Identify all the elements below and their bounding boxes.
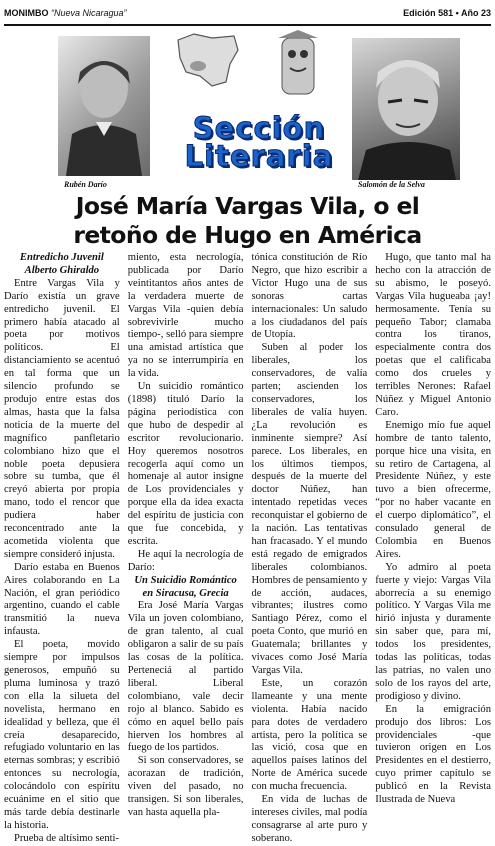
paragraph: Era José María Vargas Vila un joven colombiano, de gran talento, al cual obligaron a salir de su país las cosas de la política. Perteneciá al partido liberal. Liberal colombiano, vale decir rojo al blanco. Sabido es cómo en aquel bello país hierven los hombres al fuego de los partidos. bbox=[127, 600, 244, 754]
paragraph: En la emigración produjo dos libros: Los providenciales -que tuvieron origen en Los Presidentes en el destierro, cuyo primer capítulo se publicó en la Revista Ilustrada de Nueva bbox=[375, 703, 491, 806]
headline-line2: retoño de Hugo en América bbox=[73, 221, 422, 249]
article-body bbox=[4, 252, 491, 844]
section-banner bbox=[4, 30, 491, 192]
column-1 bbox=[4, 252, 120, 844]
paragraph: Prueba de altísimo senti- bbox=[14, 832, 120, 844]
header-rule bbox=[4, 24, 491, 26]
section-title bbox=[164, 111, 354, 173]
caption-dario: Rubén Darío bbox=[64, 180, 107, 189]
paragraph: El poeta, movido siempre por impulsos generosos, empuñó su pluma luminosa y trazó con ella la silueta del novelista, hermano en idealidad y belleza, que él creía desaparecido, refugiado voluntario en las eternas sombras; y escribió entonces su necrología, colocándolo con espíritu ecuánime en el sitio que más tarde debía destinarle la historia. bbox=[4, 639, 120, 831]
publication-name bbox=[4, 8, 127, 18]
nicaragua-map-icon bbox=[172, 30, 242, 90]
dario-portrait bbox=[58, 36, 150, 176]
paragraph: tónica constitución de Río Negro, que hizo escribir a Victor Hugo una de sus sonoras cartas internacionales: Un saludo a los ciudadanos del país de Utopía. bbox=[251, 252, 368, 341]
idol-statue-icon bbox=[266, 30, 330, 100]
paragraph: Un suicidio romántico (1898) tituló Darío la página periodística con que hubo de despedir al escritor revolucionario. Hoy queremos nosotros recogerla aquí como un homenaje al autor insigne de Los providenciales y porque ella da idea exacta del espíritu de justicia con que fue concebida, y escrita. bbox=[127, 381, 244, 547]
article-headline bbox=[0, 192, 495, 250]
paragraph: Este, un corazón llameante y una mente violenta. Había nacido para dotes de verdadero artista, pero la política se las vició, cosa que en aquellos países latinos del Norte de América sucede con mucha frecuencia. bbox=[251, 677, 368, 793]
paragraph: Enemigo mío fue aquel hombre de tanto talento, porque hice una visita, en su retiro de Cartagena, al Presidente Núñez, y este tuvo a bien ofrecerme, “por no haber vacante en el cuerpo diplomático”, el consulado general de Colombia en Buenos Aires. bbox=[375, 419, 491, 560]
pub-title: MONIMBO bbox=[4, 8, 49, 18]
section-title-line1: Sección bbox=[192, 111, 326, 145]
column-byline: Alberto Ghiraldo bbox=[24, 264, 100, 276]
salomon-portrait bbox=[352, 38, 460, 180]
section-title-line2: Literaria bbox=[184, 139, 334, 173]
inner-title: en Siracusa, Grecia bbox=[142, 587, 229, 599]
paragraph: Entre Vargas Vila y Darío existía un grave entredicho juvenil. El primero había atacado al poeta por motivos políticos. El distanciamiento se acentuó en tal forma que un silencio profundo se produjo entre estas dos almas, hasta que la falsa noticia de la muerte del magnífico panfletario colombiano hizo que el noble poeta depusiera sobre su tumba, que él creyó abierta por propia mano, todo el rencor que pudiera haber reconcentrado ante la acometida violenta que siempre consideró injusta. bbox=[4, 277, 120, 560]
paragraph: Yo admiro al poeta fuerte y viejo: Vargas Vila aborrecía a su enemigo político. Y Vargas Vila me hirió injusta y duramente sin saber que, para mí, todos los presidentes, todas las políticas, todas las patrias, no valen uno solo de los rayos del arte, prodigioso y divino. bbox=[375, 561, 491, 702]
column-subhead: Entredicho Juvenil bbox=[19, 252, 104, 263]
paragraph: Suben al poder los liberales, los conservadores, de valía parten; ascienden los conservadores, los liberales de valía huyen. ¿La revolución es inminente siempre? Así parece. Los liberales, en los últimos tiempos, después de la muerte del doctor Núñez, han intentado repetidas veces reconquistar el gobierno de la nación. Las tentativas han fracasado. Y el mundo está regado de emigrados liberales colombianos. Hombres de pensamiento y de acción, audaces, vibrantes; ilustres como Santiago Pérez, como el poeta Conto, que murió en Guatemala; brillantes y vivaces como José María Vargas Vila. bbox=[251, 342, 368, 676]
column-2 bbox=[127, 252, 244, 818]
page-header bbox=[4, 2, 491, 24]
inner-title: Un Suicidio Romántico bbox=[134, 574, 237, 586]
paragraph: En vida de luchas de intereses civiles, mal podía consagrarse al arte puro y soberano. bbox=[251, 794, 368, 844]
paragraph: Hugo, que tanto mal ha hecho con la atracción de su abismo, le poseyó. Vargas Vila hugueaba ¡ay! hermosamente. Tenía su pequeño Tabor; clamaba contra los tiranos, especialmente contra dos poetas que el calificaba como dos crueles y terribles Nerones: Rafael Núñez y Miguel Antonio Caro. bbox=[375, 252, 491, 418]
paragraph: Si son conservadores, se acorazan de tradición, viven del pasado, no transigen. Si son liberales, van hasta aquella pla- bbox=[127, 755, 244, 818]
pub-tagline: “Nueva Nicaragua” bbox=[51, 8, 127, 18]
edition-info: Edición 581 • Año 23 bbox=[403, 8, 491, 18]
paragraph: He aquí la necrología de Darío: bbox=[127, 548, 244, 573]
column-4 bbox=[375, 252, 491, 806]
paragraph: Darío estaba en Buenos Aires colaborando en La Nación, el gran periódico argentino, cuando el cable transmitió la nueva infausta. bbox=[4, 561, 120, 638]
column-3 bbox=[251, 252, 368, 844]
caption-salomon: Salomón de la Selva bbox=[358, 180, 425, 189]
paragraph: miento, esta necrología, publicada por Darío veintitantos años antes de la verdadera muerte de Vargas Vila -quien debía sobrevivirle mucho tiempo-, selló para siempre una amistad artística que ya no se interrumpiría en la vida. bbox=[127, 252, 244, 380]
headline-line1: José María Vargas Vila, o el bbox=[75, 192, 420, 220]
